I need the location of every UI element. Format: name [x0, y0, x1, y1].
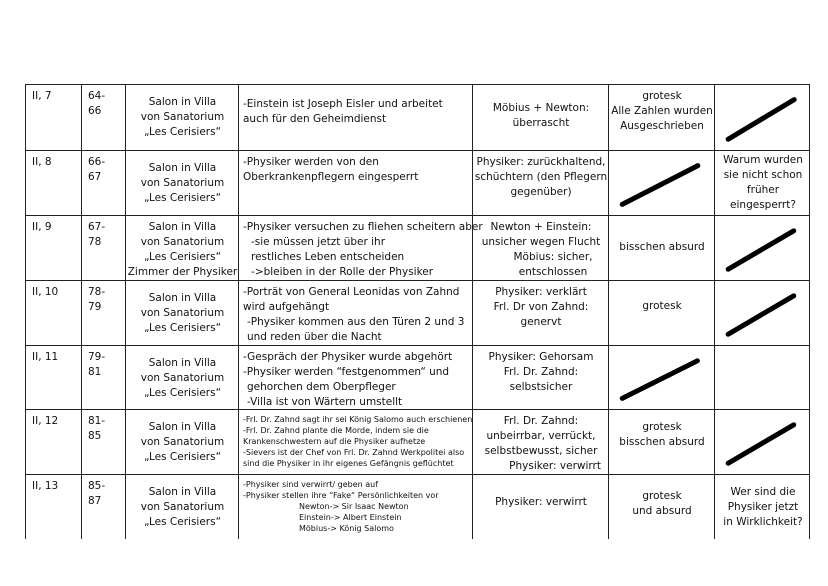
effect-cell: [608, 281, 714, 346]
place-line: „Les Cerisiers“: [143, 387, 222, 399]
characters-line: selbstsicher: [509, 381, 573, 393]
question-line: früher: [746, 184, 780, 196]
characters-line: selbstbewusst, sicher: [484, 445, 598, 457]
act-line: II, 8: [32, 156, 52, 168]
place-line: „Les Cerisiers“: [143, 126, 222, 138]
act-cell: [25, 281, 81, 346]
characters-line: Möbius: sicher,: [513, 251, 593, 263]
place-cell: [125, 281, 238, 346]
effect-line: und absurd: [632, 505, 692, 517]
characters-line: gegenüber): [510, 186, 572, 198]
characters-cell: [472, 475, 608, 539]
content-line: Möbius-> König Salomo: [299, 524, 394, 533]
effect-line: bisschen absurd: [619, 241, 705, 253]
question-cell: [714, 475, 810, 539]
characters-line: entschlossen: [518, 266, 588, 278]
content-line: und reden über die Nacht: [247, 331, 382, 343]
act-cell: [25, 85, 81, 151]
question-line: in Wirklichkeit?: [723, 516, 803, 528]
place-cell: [125, 85, 238, 151]
content-line: -sie müssen jetzt über ihr: [251, 236, 386, 248]
characters-cell: [472, 281, 608, 346]
pages-line: 78: [88, 236, 102, 248]
effect-cell: [608, 85, 714, 151]
content-line: -Physiker sind verwirrt/ geben auf: [243, 480, 379, 489]
content-line: -Frl. Dr. Zahnd plante die Morde, indem sie die: [243, 426, 429, 435]
content-line: -Gespräch der Physiker wurde abgehört: [243, 351, 453, 363]
act-line: II, 13: [32, 480, 59, 492]
act-cell: [25, 151, 81, 216]
effect-line: bisschen absurd: [619, 436, 705, 448]
pages-line: 79: [88, 301, 102, 313]
question-line: Warum wurden: [723, 154, 803, 166]
content-cell: [238, 475, 472, 539]
place-line: von Sanatorium: [140, 111, 225, 123]
place-cell: [125, 216, 238, 281]
question-cell: [714, 151, 810, 216]
place-line: Salon in Villa: [148, 96, 217, 108]
pages-line: 81-: [88, 415, 106, 427]
pages-line: 66: [88, 105, 102, 117]
question-line: sie nicht schon: [723, 169, 803, 181]
place-line: „Les Cerisiers“: [143, 516, 222, 528]
question-line: eingesperrt?: [730, 199, 796, 211]
characters-line: Physiker: verwirrt: [495, 496, 587, 508]
characters-line: Frl. Dr. Zahnd:: [503, 366, 579, 378]
pages-line: 67: [88, 171, 102, 183]
pages-line: 78-: [88, 286, 106, 298]
content-line: -Physiker werden “festgenommen“ und: [243, 366, 450, 378]
content-line: sind die Physiker in ihr eigenes Gefängnis geflüchtet: [243, 459, 454, 468]
table-row: [25, 345, 810, 410]
characters-cell: [472, 85, 608, 151]
act-cell: [25, 216, 81, 281]
table-row: [25, 84, 810, 151]
pages-cell: [81, 410, 125, 475]
characters-line: genervt: [520, 316, 562, 328]
place-cell: [125, 475, 238, 539]
content-line: restliches Leben entscheiden: [251, 251, 405, 263]
act-cell: [25, 475, 81, 539]
effect-line: Ausgeschrieben: [620, 120, 704, 132]
effect-cell: [608, 475, 714, 539]
act-line: II, 11: [32, 351, 59, 363]
place-line: Salon in Villa: [148, 162, 217, 174]
place-line: Salon in Villa: [148, 292, 217, 304]
content-line: Newton-> Sir Isaac Newton: [299, 502, 409, 511]
place-line: Salon in Villa: [148, 421, 217, 433]
pages-line: 85: [88, 430, 102, 442]
content-line: -Physiker kommen aus den Türen 2 und 3: [247, 316, 465, 328]
place-line: von Sanatorium: [140, 501, 225, 513]
place-line: „Les Cerisiers“: [143, 192, 222, 204]
act-cell: [25, 410, 81, 475]
act-line: II, 9: [32, 221, 52, 233]
place-cell: [125, 346, 238, 410]
act-line: II, 10: [32, 286, 59, 298]
content-line: -Villa ist von Wärtern umstellt: [247, 396, 403, 408]
effect-line: grotesk: [642, 90, 682, 102]
place-line: von Sanatorium: [140, 177, 225, 189]
effect-cell: [608, 410, 714, 475]
place-line: von Sanatorium: [140, 372, 225, 384]
question-line: Physiker jetzt: [727, 501, 799, 513]
content-line: -Sievers ist der Chef von Frl. Dr. Zahnd Werkpolitei also: [243, 448, 465, 457]
content-line: -Physiker stellen ihre “Fake“ Persönlichkeiten vor: [243, 491, 439, 500]
characters-line: unsicher wegen Flucht: [481, 236, 601, 248]
act-cell: [25, 346, 81, 410]
table-row: [25, 215, 810, 281]
characters-line: Frl. Dr von Zahnd:: [493, 301, 589, 313]
place-line: von Sanatorium: [140, 436, 225, 448]
place-cell: [125, 151, 238, 216]
characters-line: Physiker: verklärt: [495, 286, 587, 298]
scene-table: [25, 84, 810, 538]
characters-line: unbeirrbar, verrückt,: [486, 430, 596, 442]
pages-cell: [81, 151, 125, 216]
pages-cell: [81, 281, 125, 346]
content-cell: [238, 216, 483, 281]
act-line: II, 7: [32, 90, 52, 102]
content-cell: [238, 281, 472, 346]
characters-line: schüchtern (den Pflegern: [474, 171, 608, 183]
pages-line: 79-: [88, 351, 106, 363]
place-line: Salon in Villa: [148, 486, 217, 498]
question-cell: [714, 346, 810, 410]
content-line: -Frl. Dr. Zahnd sagt ihr sei König Salomo auch erschienen: [243, 415, 473, 424]
place-line: Salon in Villa: [148, 221, 217, 233]
content-line: -Physiker werden von den: [243, 156, 379, 168]
effect-line: grotesk: [642, 421, 682, 433]
pages-line: 64-: [88, 90, 106, 102]
place-line: „Les Cerisiers“: [143, 322, 222, 334]
place-line: Zimmer der Physiker: [127, 266, 238, 278]
place-line: Salon in Villa: [148, 357, 217, 369]
content-line: ->bleiben in der Rolle der Physiker: [251, 266, 434, 278]
characters-line: Physiker: verwirrt: [509, 460, 601, 472]
table-row: [25, 150, 810, 216]
pages-cell: [81, 216, 125, 281]
pages-cell: [81, 475, 125, 539]
pages-line: 67-: [88, 221, 106, 233]
content-cell: [238, 346, 472, 410]
characters-line: Frl. Dr. Zahnd:: [503, 415, 579, 427]
characters-line: überrascht: [512, 117, 570, 129]
act-line: II, 12: [32, 415, 59, 427]
characters-cell: [472, 151, 608, 216]
effect-cell: [608, 216, 714, 281]
pages-line: 85-: [88, 480, 106, 492]
characters-line: Newton + Einstein:: [490, 221, 592, 233]
table-row: [25, 474, 810, 539]
content-line: auch für den Geheimdienst: [243, 113, 387, 125]
content-line: Krankenschwestern auf die Physiker aufhetze: [243, 437, 426, 446]
content-line: gehorchen dem Oberpfleger: [247, 381, 396, 393]
pages-line: 81: [88, 366, 102, 378]
table-row: [25, 280, 810, 346]
effect-line: Alle Zahlen wurden: [611, 105, 713, 117]
content-line: wird aufgehängt: [243, 301, 330, 313]
pages-cell: [81, 346, 125, 410]
effect-line: grotesk: [642, 490, 682, 502]
place-cell: [125, 410, 238, 475]
characters-line: Physiker: Gehorsam: [488, 351, 594, 363]
content-line: Einstein-> Albert Einstein: [299, 513, 402, 522]
characters-cell: [472, 410, 608, 475]
pages-cell: [81, 85, 125, 151]
pages-line: 87: [88, 495, 102, 507]
characters-line: Physiker: zurückhaltend,: [476, 156, 606, 168]
content-line: -Physiker versuchen zu fliehen scheitern aber: [243, 221, 483, 233]
place-line: „Les Cerisiers“: [143, 251, 222, 263]
place-line: von Sanatorium: [140, 236, 225, 248]
pages-line: 66-: [88, 156, 106, 168]
question-line: Wer sind die: [730, 486, 796, 498]
characters-cell: [472, 346, 608, 410]
content-cell: [238, 151, 472, 216]
table-row: [25, 409, 810, 475]
effect-line: grotesk: [642, 300, 682, 312]
place-line: „Les Cerisiers“: [143, 451, 222, 463]
content-cell: [238, 410, 472, 475]
content-line: -Einstein ist Joseph Eisler und arbeitet: [243, 98, 443, 110]
characters-line: Möbius + Newton:: [492, 102, 590, 114]
characters-cell: [472, 216, 608, 281]
content-line: Oberkrankenpflegern eingesperrt: [243, 171, 419, 183]
content-cell: [238, 85, 472, 151]
content-line: -Porträt von General Leonidas von Zahnd: [243, 286, 460, 298]
place-line: von Sanatorium: [140, 307, 225, 319]
